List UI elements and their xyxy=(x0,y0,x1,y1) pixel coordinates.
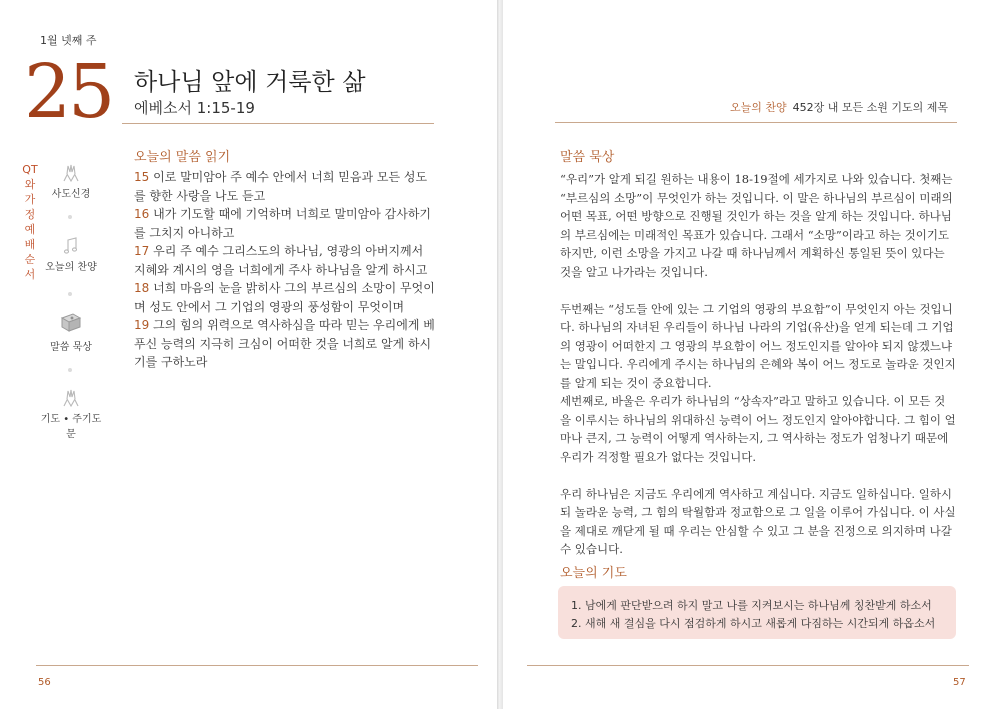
verse-text: 우리 주 예수 그리스도의 하나님, 영광의 아버지께서 지혜와 계시의 영을 너희에게 주사 하나님을 알게 하시고 xyxy=(134,244,428,277)
scripture-reference: 에베소서 1:15-19 xyxy=(134,99,255,117)
verse-number: 16 xyxy=(134,207,150,221)
nav-dot xyxy=(68,215,72,219)
nav-label: 기도 • 주기도문 xyxy=(40,414,102,440)
footer-divider xyxy=(36,665,478,666)
week-label: 1월 넷째 주 xyxy=(40,34,97,47)
verse xyxy=(134,205,436,242)
praying-hands-icon xyxy=(36,388,106,408)
vertical-label: QT와 가정예배 순서 xyxy=(22,163,38,281)
paragraph: 두번째는 “성도들 안에 있는 그 기업의 영광의 부요함”이 무엇인지 아는 것입니다. 하나님의 자녀된 우리들이 하나님 나라의 기업(유산)을 얻게 되는데 그 기업의 영광이 어떠한지 그 영광의 부요함이 어느 정도인지를 알아야 되지 않겠느냐는 말입니다. 우리에게 주시는 하나님의 은혜와 복이 어느 정도로 놀라운 것인지를 알게 되는 것이 중요합니다. 세번째로, 바울은 우리가 하나님의 “상속자”라고 말하고 있습니다. 이 모든 것을 이루시는 하나님의 위대하신 능력이 어느 정도인지 알아야합니다. 그 힘이 얼마나 큰지, 그 능력이 어떻게 역사하는지, 그 역사하는 정도가 엄청나기 때문에 우리가 걱정할 필요가 없다는 것입니다. xyxy=(560,301,956,464)
header-divider xyxy=(555,122,957,123)
nav-item-prayer xyxy=(36,388,106,440)
verse xyxy=(134,279,436,316)
hymn-label: 오늘의 찬양 xyxy=(729,101,787,114)
nav-item-creed xyxy=(36,163,106,200)
nav-label: 사도신경 xyxy=(51,189,91,200)
nav-dot xyxy=(68,368,72,372)
bible-icon xyxy=(36,312,106,334)
reading-heading: 오늘의 말씀 읽기 xyxy=(134,150,231,165)
verse-number: 15 xyxy=(134,170,150,184)
nav-label: 말씀 묵상 xyxy=(50,342,92,353)
header-divider xyxy=(122,123,434,124)
page-number: 57 xyxy=(953,677,966,688)
verse-text: 내가 기도할 때에 기억하며 너희로 말미암아 감사하기를 그치지 아니하고 xyxy=(134,207,432,240)
hymn-line xyxy=(730,99,948,115)
nav-dot xyxy=(68,292,72,296)
day-number: 25 xyxy=(24,49,113,135)
hymn-title: 452장 내 모든 소원 기도의 제목 xyxy=(792,101,948,114)
music-note-icon xyxy=(36,236,106,256)
verse-number: 18 xyxy=(134,281,150,295)
page-number: 56 xyxy=(38,677,51,688)
verse-number: 19 xyxy=(134,318,150,332)
verse xyxy=(134,242,436,279)
verse xyxy=(134,316,436,372)
meditation-heading: 말씀 묵상 xyxy=(560,150,615,165)
nav-item-meditation xyxy=(36,312,106,353)
nav-label: 오늘의 찬양 xyxy=(45,262,97,273)
verse-text: 이로 말미암아 주 예수 안에서 너희 믿음과 모든 성도를 향한 사랑을 나도 듣고 xyxy=(134,170,428,203)
nav-item-hymn xyxy=(36,236,106,273)
scripture-reading xyxy=(134,168,436,372)
left-page xyxy=(0,0,497,709)
paragraph: 우리 하나님은 지금도 우리에게 역사하고 계십니다. 지금도 일하십니다. 일하시되 놀라운 능력, 그 힘의 탁월함과 정교함으로 그 일을 이루어 가십니다. 이 사실을 제대로 깨닫게 될 때 우리는 안심할 수 있고 그 분을 진정으로 의지하며 나갈 수 있습니다. xyxy=(560,486,956,556)
footer-divider xyxy=(527,665,969,666)
prayer-heading: 오늘의 기도 xyxy=(560,566,627,581)
page-title: 하나님 앞에 거룩한 삶 xyxy=(134,68,366,96)
prayer-box xyxy=(558,586,956,639)
meditation-body xyxy=(560,170,956,577)
prayer-item: 1. 남에게 판단받으려 하지 말고 나를 지켜보시는 하나님께 칭찬받게 하소서 xyxy=(571,599,932,612)
praying-hands-icon xyxy=(36,163,106,183)
verse xyxy=(134,168,436,205)
prayer-item: 2. 새해 새 결심을 다시 점검하게 하시고 새롭게 다짐하는 시간되게 하옵소서 xyxy=(571,617,936,630)
paragraph: “우리”가 알게 되길 원하는 내용이 18-19절에 세가지로 나와 있습니다. 첫째는 “부르심의 소망”이 무엇인가 하는 것입니다. 이 말은 하나님의 부르심이 미래의 어떤 목표, 어떤 방향으로 진행될 것인가 하는 것을 알게 하는 것입니다. 하나님의 부르심에는 미래적인 목표가 있습니다. 그래서 “소망”이라고 하는 것이기도 하지만, 이런 소망을 가지고 나갈 때 하나님께서 계획하신 통일된 뜻이 있다는 것을 알고 나가라는 것입니다. xyxy=(560,172,953,279)
verse-text: 너희 마음의 눈을 밝히사 그의 부르심의 소망이 무엇이며 성도 안에서 그 기업의 영광의 풍성함이 무엇이며 xyxy=(134,281,435,314)
verse-text: 그의 힘의 위력으로 역사하심을 따라 믿는 우리에게 베푸신 능력의 지극히 크심이 어떠한 것을 너희로 알게 하시기를 구하노라 xyxy=(134,318,435,369)
verse-number: 17 xyxy=(134,244,150,258)
